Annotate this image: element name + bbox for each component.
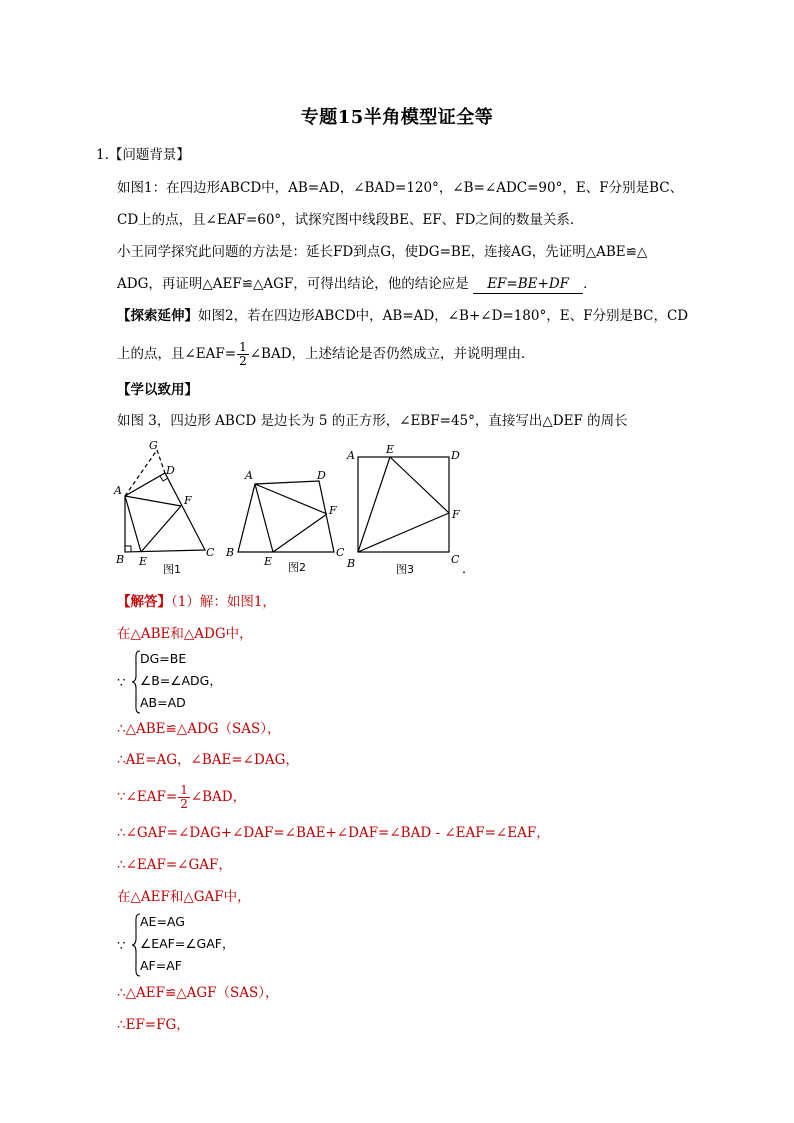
solution-line-2: 在△ABE和△ADG中， <box>117 626 253 642</box>
fig3-square <box>358 457 449 552</box>
fig1-label-d: D <box>166 464 175 477</box>
fig2-quadrilateral <box>238 481 334 552</box>
solution-line-9: ∴△AEF≌△AGF（SAS）， <box>117 985 279 1001</box>
solution-heading: 【解答】 <box>117 594 171 610</box>
fig3-ef <box>390 457 449 513</box>
problem-paragraph-3: 小王同学探究此问题的方法是：延长FD到点G，使DG=BE，连接AG，先证明△ABE≌△ <box>117 244 648 260</box>
figure-3 <box>358 457 449 552</box>
solution-line-5 <box>117 782 246 812</box>
fig2-label-c: C <box>336 546 345 559</box>
solution-start <box>117 593 276 611</box>
fig3-label-b: B <box>347 557 356 570</box>
solution-line-5-pre: ∵∠EAF= <box>117 789 178 805</box>
fig1-af <box>125 496 181 506</box>
fig3-label-a: A <box>347 449 355 462</box>
fig3-label-f: F <box>452 508 460 521</box>
fraction-denominator: 2 <box>239 354 247 368</box>
system-2-row-3: AF=AF <box>140 958 182 973</box>
fig2-label-e: E <box>264 555 273 568</box>
fig3-caption: 图3 <box>396 563 414 576</box>
solution-half-fraction <box>178 784 190 811</box>
solution-fraction-denominator: 2 <box>180 797 188 811</box>
because-symbol-1: ∵ <box>117 675 126 691</box>
fig1-label-a: A <box>114 484 122 497</box>
fig2-label-b: B <box>226 546 235 559</box>
extension-heading: 【探索延伸】 <box>117 308 198 324</box>
fig1-ag-dashed <box>125 450 157 496</box>
fig2-ae <box>255 484 273 552</box>
extension-paragraph <box>117 307 688 325</box>
solution-line-7: ∴∠EAF=∠GAF， <box>117 857 232 873</box>
fig1-label-g: G <box>149 439 158 452</box>
fig2-label-a: A <box>245 469 253 482</box>
solution-line-4: ∴AE=AG，∠BAE=∠DAG， <box>117 752 299 768</box>
system-1-row-2: ∠B=∠ADG， <box>140 673 222 688</box>
solution-line-3: ∴△ABE≌△ADG（SAS）， <box>117 721 281 737</box>
fig3-label-d: D <box>451 449 460 462</box>
solution-line-8: 在△AEF和△GAF中， <box>117 889 251 905</box>
system-2-row-1: AE=AG <box>140 914 185 929</box>
fig1-caption: 图1 <box>163 563 181 576</box>
problem-paragraph-1: 如图1：在四边形ABCD中，AB=AD，∠BAD=120°，∠B=∠ADC=90°，E、F分别是BC、 <box>117 180 684 196</box>
fig1-label-b: B <box>116 553 125 566</box>
extension-text-3: ∠BAD，上述结论是否仍然成立，并说明理由． <box>249 346 535 362</box>
solution-line-1: （1）解：如图1， <box>171 594 276 610</box>
problem-number: 1. <box>96 147 109 163</box>
fig1-gd-dashed <box>157 450 165 473</box>
fig3-bf <box>358 513 449 552</box>
extension-text: 如图2，若在四边形ABCD中，AB=AD，∠B+∠D=180°，E、F分别是BC，CD <box>198 308 689 324</box>
paragraph-4-end: ． <box>583 276 597 292</box>
solution-line-10: ∴EF=FG， <box>117 1017 190 1033</box>
problem-paragraph-4 <box>117 275 597 294</box>
fraction-numerator: 1 <box>239 340 247 354</box>
fig2-label-d: D <box>317 469 326 482</box>
answer-blank: EF=BE+DF <box>473 275 583 294</box>
fig2-af <box>255 484 327 514</box>
paragraph-4-text: ADG，再证明△AEF≌△AGF，可得出结论，他的结论应是 <box>117 276 469 292</box>
solution-line-6: ∴∠GAF=∠DAG+∠DAF=∠BAE+∠DAF=∠BAD - ∠EAF=∠EAF， <box>117 825 550 841</box>
system-1 <box>140 648 222 714</box>
figure-2 <box>238 481 334 552</box>
page-title: 专题15半角模型证全等 <box>300 107 494 128</box>
fig1-ef <box>141 506 181 552</box>
because-symbol-2: ∵ <box>117 938 126 954</box>
solution-line-5-post: ∠BAD， <box>190 789 247 805</box>
application-paragraph: 如图 3，四边形 ABCD 是边长为 5 的正方形，∠EBF=45°，直接写出△DEF 的周长 <box>117 413 628 429</box>
fig2-caption: 图2 <box>288 561 306 574</box>
fig2-label-f: F <box>329 504 337 517</box>
fig1-right-angle-b <box>125 546 131 552</box>
half-fraction <box>237 341 249 368</box>
fig3-label-e: E <box>386 443 395 456</box>
fig3-be <box>358 457 390 552</box>
application-heading: 【学以致用】 <box>117 382 198 398</box>
extension-text-2: 上的点，且∠EAF= <box>117 346 237 362</box>
system-1-row-3: AB=AD <box>140 695 186 710</box>
fig3-label-c: C <box>451 553 460 566</box>
problem-paragraph-2: CD上的点，且∠EAF=60°，试探究图中线段BE、EF、FD之间的数量关系． <box>117 212 584 228</box>
geometry-figures <box>108 436 478 581</box>
figures-end-period: ． <box>462 562 476 577</box>
fig1-ae <box>125 496 141 552</box>
problem-header-line <box>96 146 190 164</box>
system-1-row-1: DG=BE <box>140 651 187 666</box>
background-heading: 【问题背景】 <box>108 147 190 163</box>
figure-1 <box>125 450 205 552</box>
system-2 <box>140 911 234 977</box>
solution-fraction-numerator: 1 <box>180 783 188 797</box>
extension-paragraph-2 <box>117 339 535 369</box>
system-2-row-2: ∠EAF=∠GAF， <box>140 936 235 951</box>
fig1-label-f: F <box>184 494 192 507</box>
fig1-label-c: C <box>206 546 215 559</box>
fig2-ef <box>273 514 327 552</box>
fig1-label-e: E <box>139 555 148 568</box>
